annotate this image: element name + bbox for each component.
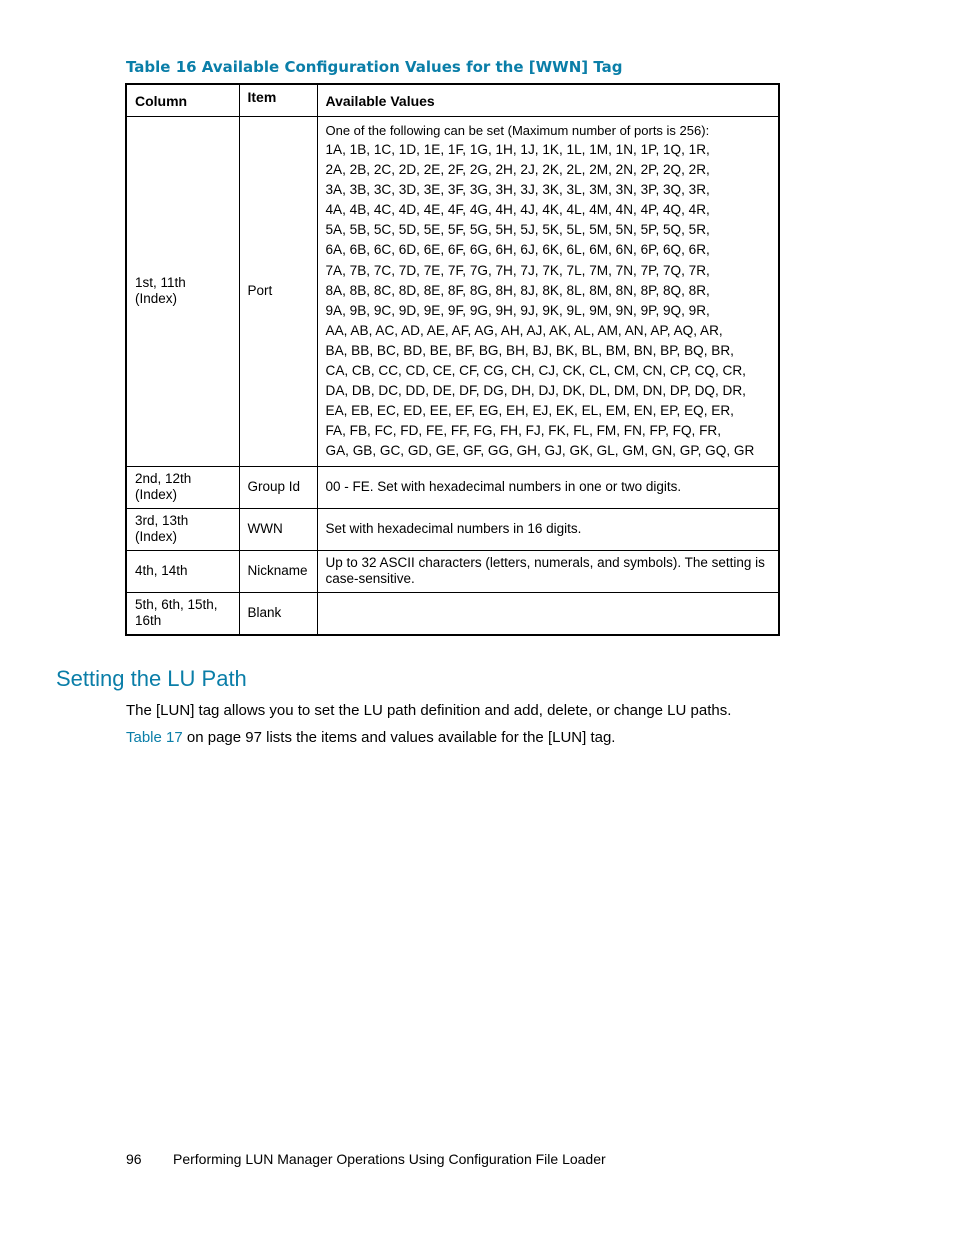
table-row	[126, 508, 779, 550]
values-line: 7A, 7B, 7C, 7D, 7E, 7F, 7G, 7H, 7J, 7K, 7L, 7M, 7N, 7P, 7Q, 7R,	[325, 262, 710, 278]
table-row	[126, 592, 779, 635]
header-column: Column	[126, 84, 239, 117]
values-line: 3A, 3B, 3C, 3D, 3E, 3F, 3G, 3H, 3J, 3K, 3L, 3M, 3N, 3P, 3Q, 3R,	[325, 182, 710, 198]
wwn-values-table	[125, 83, 780, 636]
header-item: Item	[239, 84, 317, 117]
body-paragraph-reference	[126, 729, 615, 746]
table-header-row	[126, 84, 779, 117]
values-line: 5A, 5B, 5C, 5D, 5E, 5F, 5G, 5H, 5J, 5K, 5L, 5M, 5N, 5P, 5Q, 5R,	[325, 222, 710, 238]
header-available-values: Available Values	[317, 84, 779, 117]
table-17-link[interactable]: Table 17	[126, 729, 183, 746]
values-line: 1A, 1B, 1C, 1D, 1E, 1F, 1G, 1H, 1J, 1K, 1L, 1M, 1N, 1P, 1Q, 1R,	[325, 142, 710, 157]
cell-item: Nickname	[239, 550, 317, 592]
values-line: 2A, 2B, 2C, 2D, 2E, 2F, 2G, 2H, 2J, 2K, 2L, 2M, 2N, 2P, 2Q, 2R,	[325, 162, 710, 178]
cell-item: Blank	[239, 592, 317, 635]
cell-values: 00 - FE. Set with hexadecimal numbers in one or two digits.	[317, 466, 779, 508]
values-line: EA, EB, EC, ED, EE, EF, EG, EH, EJ, EK, EL, EM, EN, EP, EQ, ER,	[325, 403, 734, 419]
cell-item: Group Id	[239, 466, 317, 508]
cell-column: 5th, 6th, 15th, 16th	[126, 592, 239, 635]
values-line: FA, FB, FC, FD, FE, FF, FG, FH, FJ, FK, FL, FM, FN, FP, FQ, FR,	[325, 423, 721, 439]
table-caption: Table 16 Available Configuration Values for the [WWN] Tag	[126, 58, 623, 76]
values-line: BA, BB, BC, BD, BE, BF, BG, BH, BJ, BK, BL, BM, BN, BP, BQ, BR,	[325, 342, 734, 358]
cell-column: 1st, 11th (Index)	[126, 117, 239, 467]
cell-item: Port	[239, 117, 317, 467]
reference-text: on page 97 lists the items and values available for the [LUN] tag.	[182, 729, 616, 746]
footer-title: Performing LUN Manager Operations Using Configuration File Loader	[173, 1151, 606, 1167]
cell-values: Set with hexadecimal numbers in 16 digits.	[317, 508, 779, 550]
table-row	[126, 466, 779, 508]
cell-column: 4th, 14th	[126, 550, 239, 592]
values-line: 8A, 8B, 8C, 8D, 8E, 8F, 8G, 8H, 8J, 8K, 8L, 8M, 8N, 8P, 8Q, 8R,	[325, 282, 710, 298]
table-row	[126, 117, 779, 467]
values-line: DA, DB, DC, DD, DE, DF, DG, DH, DJ, DK, DL, DM, DN, DP, DQ, DR,	[325, 383, 746, 399]
values-line: 6A, 6B, 6C, 6D, 6E, 6F, 6G, 6H, 6J, 6K, 6L, 6M, 6N, 6P, 6Q, 6R,	[325, 242, 710, 258]
values-line: 4A, 4B, 4C, 4D, 4E, 4F, 4G, 4H, 4J, 4K, 4L, 4M, 4N, 4P, 4Q, 4R,	[325, 202, 710, 218]
body-paragraph: The [LUN] tag allows you to set the LU path definition and add, delete, or change LU paths.	[126, 702, 732, 719]
values-line: AA, AB, AC, AD, AE, AF, AG, AH, AJ, AK, AL, AM, AN, AP, AQ, AR,	[325, 322, 723, 338]
section-heading: Setting the LU Path	[56, 666, 247, 691]
values-line: GA, GB, GC, GD, GE, GF, GG, GH, GJ, GK, GL, GM, GN, GP, GQ, GR	[325, 443, 755, 459]
page-number: 96	[126, 1151, 142, 1167]
values-line: One of the following can be set (Maximum number of ports is 256):	[325, 123, 710, 138]
table-row	[126, 550, 779, 592]
cell-values	[317, 117, 779, 467]
cell-values	[317, 592, 779, 635]
cell-column: 2nd, 12th (Index)	[126, 466, 239, 508]
values-line: 9A, 9B, 9C, 9D, 9E, 9F, 9G, 9H, 9J, 9K, 9L, 9M, 9N, 9P, 9Q, 9R,	[325, 302, 710, 318]
cell-values: Up to 32 ASCII characters (letters, numerals, and symbols). The setting is case-sensitive.	[317, 550, 779, 592]
values-line: CA, CB, CC, CD, CE, CF, CG, CH, CJ, CK, CL, CM, CN, CP, CQ, CR,	[325, 363, 746, 379]
cell-column: 3rd, 13th (Index)	[126, 508, 239, 550]
cell-item: WWN	[239, 508, 317, 550]
